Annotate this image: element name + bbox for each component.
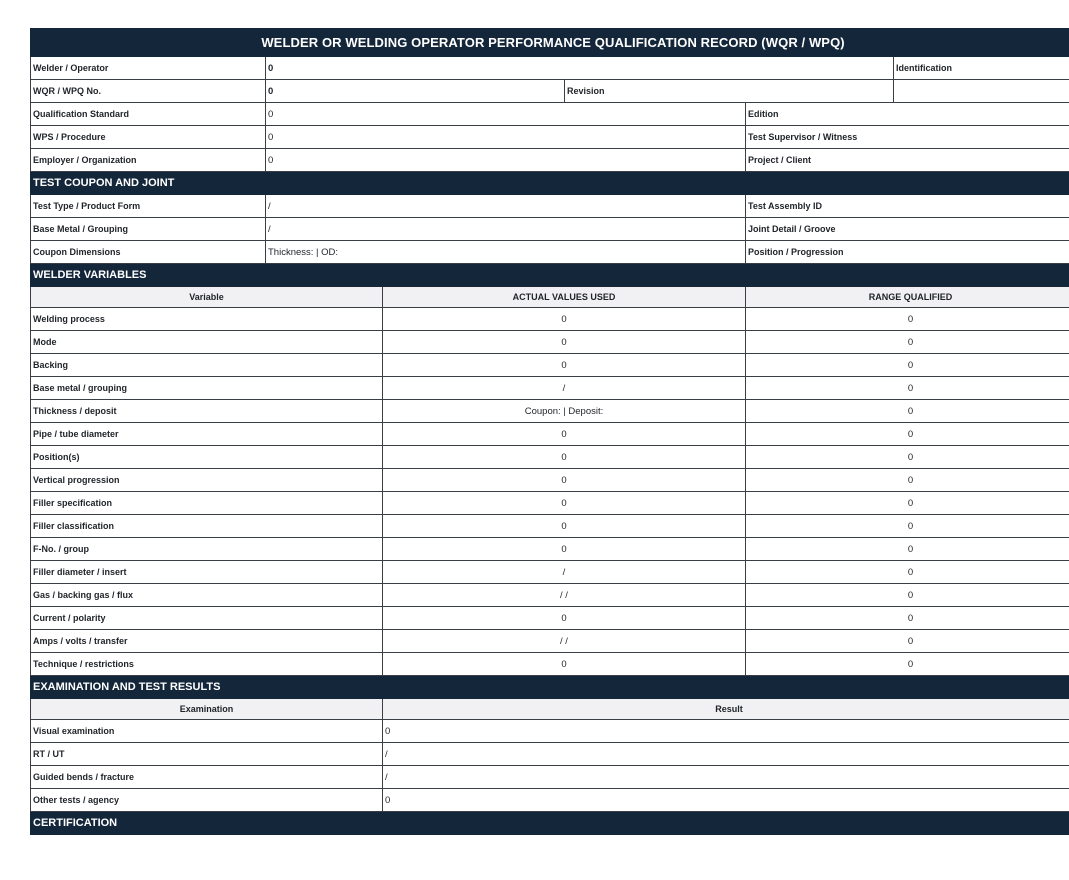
standard-label: Qualification Standard (31, 103, 266, 126)
result-row (31, 720, 1069, 743)
variable-row (31, 607, 1069, 630)
standard-row (31, 103, 1069, 126)
result-row (31, 766, 1069, 789)
identification-label: Identification (894, 57, 1069, 80)
result-column-header: Result (383, 699, 1069, 720)
dimensions-row (31, 241, 1069, 264)
variable-row (31, 561, 1069, 584)
examination-name: Guided bends / fracture (31, 766, 383, 789)
welder-value[interactable]: 0 (266, 57, 894, 80)
wps-row (31, 126, 1069, 149)
results-body (31, 720, 1069, 812)
actual-value[interactable]: 0 (383, 423, 746, 446)
range-column-header: RANGE QUALIFIED (746, 287, 1069, 308)
actual-value[interactable]: 0 (383, 538, 746, 561)
wqr-value[interactable]: 0 (266, 80, 565, 103)
variable-row (31, 377, 1069, 400)
actual-value[interactable]: 0 (383, 653, 746, 676)
certification-section-row (31, 812, 1069, 835)
variable-row (31, 446, 1069, 469)
actual-value[interactable]: Coupon: | Deposit: (383, 400, 746, 423)
project-label: Project / Client (746, 149, 1069, 172)
identification-value[interactable] (894, 80, 1069, 103)
variable-row (31, 584, 1069, 607)
range-value[interactable]: 0 (746, 469, 1069, 492)
variable-row (31, 308, 1069, 331)
results-section-row (31, 676, 1069, 699)
variable-name: Mode (31, 331, 383, 354)
variable-row (31, 469, 1069, 492)
base-metal-label: Base Metal / Grouping (31, 218, 266, 241)
actual-value[interactable]: 0 (383, 469, 746, 492)
variable-name: Gas / backing gas / flux (31, 584, 383, 607)
variable-name: Amps / volts / transfer (31, 630, 383, 653)
variable-name: Vertical progression (31, 469, 383, 492)
range-value[interactable]: 0 (746, 331, 1069, 354)
assembly-label: Test Assembly ID (746, 195, 1069, 218)
range-value[interactable]: 0 (746, 308, 1069, 331)
employer-label: Employer / Organization (31, 149, 266, 172)
range-value[interactable]: 0 (746, 607, 1069, 630)
wps-value[interactable]: 0 (266, 126, 746, 149)
range-value[interactable]: 0 (746, 446, 1069, 469)
wqr-label: WQR / WPQ No. (31, 80, 266, 103)
variable-name: Base metal / grouping (31, 377, 383, 400)
examination-name: Visual examination (31, 720, 383, 743)
coupon-section-row (31, 172, 1069, 195)
variable-row (31, 492, 1069, 515)
test-type-label: Test Type / Product Form (31, 195, 266, 218)
results-header-row (31, 699, 1069, 720)
welder-row (31, 57, 1069, 80)
wps-label: WPS / Procedure (31, 126, 266, 149)
result-value[interactable]: 0 (383, 789, 1069, 812)
base-metal-value[interactable]: / (266, 218, 746, 241)
actual-value[interactable]: 0 (383, 354, 746, 377)
wqr-row (31, 80, 1069, 103)
range-value[interactable]: 0 (746, 630, 1069, 653)
test-type-value[interactable]: / (266, 195, 746, 218)
variable-name: Technique / restrictions (31, 653, 383, 676)
variables-header-row (31, 287, 1069, 308)
range-value[interactable]: 0 (746, 377, 1069, 400)
variable-name: Filler specification (31, 492, 383, 515)
employer-row (31, 149, 1069, 172)
range-value[interactable]: 0 (746, 561, 1069, 584)
dimensions-value[interactable]: Thickness: | OD: (266, 241, 746, 264)
variable-name: Thickness / deposit (31, 400, 383, 423)
employer-value[interactable]: 0 (266, 149, 746, 172)
variable-row (31, 354, 1069, 377)
examination-name: RT / UT (31, 743, 383, 766)
certification-section-title: CERTIFICATION (31, 812, 1069, 835)
actual-value[interactable]: 0 (383, 308, 746, 331)
actual-value[interactable]: / / (383, 630, 746, 653)
variable-row (31, 653, 1069, 676)
actual-value[interactable]: 0 (383, 331, 746, 354)
variable-row (31, 400, 1069, 423)
result-value[interactable]: / (383, 766, 1069, 789)
variable-name: Filler classification (31, 515, 383, 538)
variables-section-title: WELDER VARIABLES (31, 264, 1069, 287)
revision-label: Revision (565, 80, 894, 103)
variable-name: Current / polarity (31, 607, 383, 630)
variable-row (31, 515, 1069, 538)
title-row (31, 29, 1069, 57)
examination-column-header: Examination (31, 699, 383, 720)
supervisor-label: Test Supervisor / Witness (746, 126, 1069, 149)
coupon-section-title: TEST COUPON AND JOINT (31, 172, 1069, 195)
variable-row (31, 630, 1069, 653)
joint-label: Joint Detail / Groove (746, 218, 1069, 241)
result-row (31, 789, 1069, 812)
result-value[interactable]: / (383, 743, 1069, 766)
range-value[interactable]: 0 (746, 492, 1069, 515)
variable-row (31, 423, 1069, 446)
range-value[interactable]: 0 (746, 653, 1069, 676)
actual-value[interactable]: 0 (383, 607, 746, 630)
range-value[interactable]: 0 (746, 423, 1069, 446)
variable-column-header: Variable (31, 287, 383, 308)
result-row (31, 743, 1069, 766)
wqr-table (30, 28, 1069, 835)
results-section-title: EXAMINATION AND TEST RESULTS (31, 676, 1069, 699)
edition-label: Edition (746, 103, 1069, 126)
welder-label: Welder / Operator (31, 57, 266, 80)
range-value[interactable]: 0 (746, 584, 1069, 607)
range-value[interactable]: 0 (746, 400, 1069, 423)
actual-value[interactable]: 0 (383, 446, 746, 469)
range-value[interactable]: 0 (746, 538, 1069, 561)
actual-value[interactable]: 0 (383, 492, 746, 515)
variable-name: Pipe / tube diameter (31, 423, 383, 446)
standard-value[interactable]: 0 (266, 103, 746, 126)
variable-name: Welding process (31, 308, 383, 331)
variables-body (31, 308, 1069, 676)
range-value[interactable]: 0 (746, 354, 1069, 377)
examination-name: Other tests / agency (31, 789, 383, 812)
actual-value[interactable]: / (383, 377, 746, 400)
variable-row (31, 331, 1069, 354)
test-type-row (31, 195, 1069, 218)
dimensions-label: Coupon Dimensions (31, 241, 266, 264)
actual-value[interactable]: / / (383, 584, 746, 607)
variable-name: Position(s) (31, 446, 383, 469)
variables-section-row (31, 264, 1069, 287)
wqr-form (30, 28, 1069, 835)
actual-column-header: ACTUAL VALUES USED (383, 287, 746, 308)
variable-name: F-No. / group (31, 538, 383, 561)
variable-name: Filler diameter / insert (31, 561, 383, 584)
base-metal-row (31, 218, 1069, 241)
actual-value[interactable]: 0 (383, 515, 746, 538)
actual-value[interactable]: / (383, 561, 746, 584)
variable-name: Backing (31, 354, 383, 377)
result-value[interactable]: 0 (383, 720, 1069, 743)
variable-row (31, 538, 1069, 561)
page-title: WELDER OR WELDING OPERATOR PERFORMANCE QUALIFICATION RECORD (WQR / WPQ) (31, 29, 1069, 57)
position-label: Position / Progression (746, 241, 1069, 264)
range-value[interactable]: 0 (746, 515, 1069, 538)
